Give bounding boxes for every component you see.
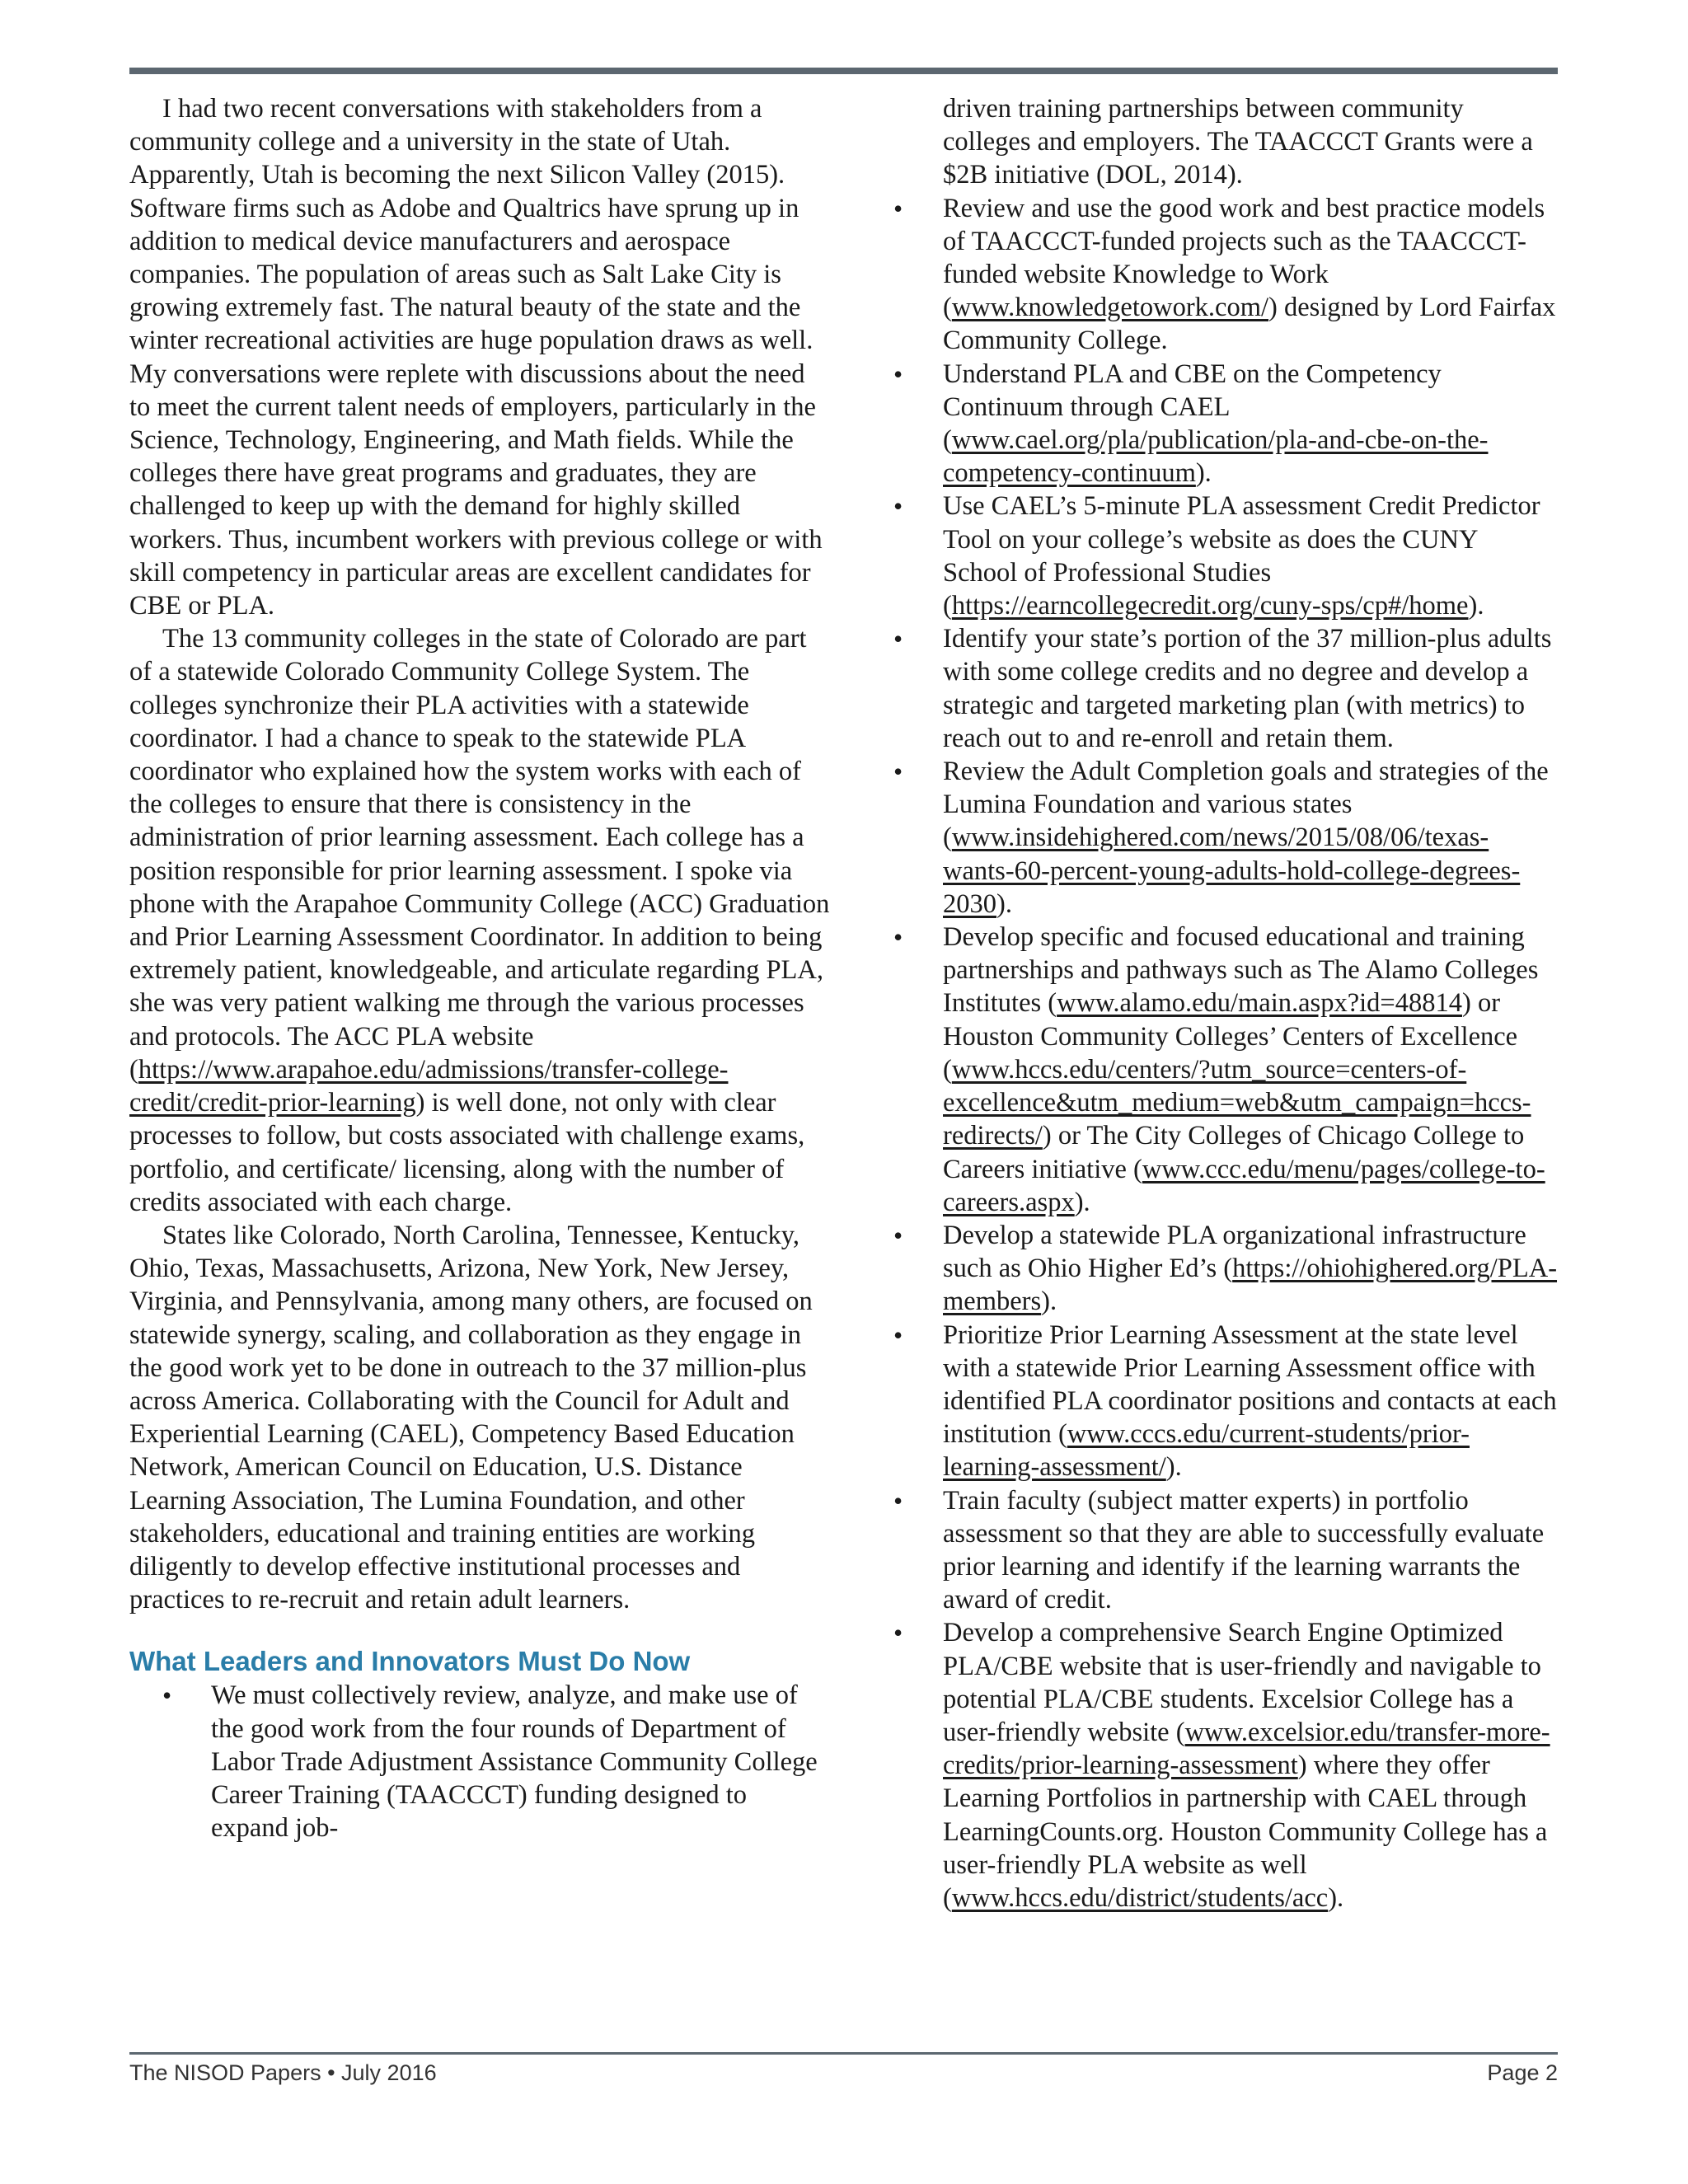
list-item: • Use CAEL’s 5-minute PLA assessment Credit Predictor Tool on your college’s website as does the CUNY School of Professional Studies (https://earncollegecredit.org/cuny-sps/cp#/home). <box>893 490 1558 622</box>
paragraph-utah: I had two recent conversations with stakeholders from a community college and a university in the state of Utah. Apparently, Utah is becoming the next Silicon Valley (2015). Software firms such as Adobe and Qualtrics have sprung up in addition to medical device manufacturers and aerospace companies. The population of areas such as Salt Lake City is growing extremely fast. The natural beauty of the state and the winter recreational activities are huge population draws as well. My conversations were replete with discussions about the need to meet the current talent needs of employers, particularly in the Science, Technology, Engineering, and Math fields. While the colleges there have great programs and graduates, they are challenged to keep up with the demand for highly skilled workers. Thus, incumbent workers with previous college or with skill competency in particular areas are excellent candidates for CBE or PLA. <box>129 94 823 621</box>
ohiohighered-link[interactable]: https://ohiohighered.org/PLA-members <box>943 1254 1558 1317</box>
list-item: • Understand PLA and CBE on the Competency Continuum through CAEL (www.cael.org/pla/publication/pla-and-cbe-on-the-competency-continuum). <box>893 358 1558 490</box>
footer-publication: The NISOD Papers • July 2016 <box>129 2060 437 2085</box>
ccc-link[interactable]: www.ccc.edu/menu/pages/college-to-careers.aspx <box>943 1154 1545 1217</box>
right-column <box>893 92 1558 1915</box>
list-item: • Prioritize Prior Learning Assessment at the state level with a statewide Prior Learning Assessment office with identified PLA coordinator positions and contacts at each institution (www.cccs.edu/current-students/prior-learning-assessment/). <box>893 1319 1558 1484</box>
list-item: • Train faculty (subject matter experts) in portfolio assessment so that they are able to successfully evaluate prior learning and identify if the learning warrants the award of credit. <box>893 1484 1558 1617</box>
cccs-link[interactable]: www.cccs.edu/current-students/prior-learning-assessment/ <box>943 1419 1470 1483</box>
list-item: • Review the Adult Completion goals and strategies of the Lumina Foundation and various states (www.insidehighered.com/news/2015/08/06/texas-wants-60-percent-young-adults-hold-college-degrees-2030). <box>893 755 1558 921</box>
insidehighered-link[interactable]: www.insidehighered.com/news/2015/08/06/texas-wants-60-percent-young-adults-hold-college-degrees-2030 <box>943 823 1521 919</box>
list-item: • We must collectively review, analyze, and make use of the good work from the four rounds of Department of Labor Trade Adjustment Assistance Community College Career Training (TAACCCT) funding designed to expand job- <box>129 1679 830 1844</box>
paragraph-states: States like Colorado, North Carolina, Tennessee, Kentucky, Ohio, Texas, Massachusetts, Arizona, New York, New Jersey, Virginia, and Pennsylvania, among many others, are focused on statewide synergy, scaling, and collaboration as they engage in the good work yet to be done in outreach to the 37 million-plus across America. Collaborating with the Council for Adult and Experiential Learning (CAEL), Competency Based Education Network, American Council on Education, U.S. Distance Learning Association, The Lumina Foundation, and other stakeholders, educational and training entities are working diligently to develop effective institutional processes and practices to re-recruit and retain adult learners. <box>129 1220 813 1615</box>
left-column <box>129 92 830 1844</box>
list-item: • Develop a statewide PLA organizational infrastructure such as Ohio Higher Ed’s (https://ohiohighered.org/PLA-members). <box>893 1219 1558 1319</box>
top-rule <box>129 68 1558 74</box>
paragraph-colorado-tail: ) is well done, not only with clear processes to follow, but costs associated with challenge exams, portfolio, and certificate/ licensing, along with the number of credits associated with each charge. <box>129 1088 805 1217</box>
list-item: • Develop specific and focused educational and training partnerships and pathways such as The Alamo Colleges Institutes (www.alamo.edu/main.aspx?id=48814) or Houston Community Colleges’ Centers of Excellence (www.hccs.edu/centers/?utm_source=centers-of-excellence&utm_medium=web&utm_campaign=hccs-redirects/) or The City Colleges of Chicago College to Careers initiative (www.ccc.edu/menu/pages/college-to-careers.aspx). <box>893 921 1558 1219</box>
list-item: • Develop a comprehensive Search Engine Optimized PLA/CBE website that is user-friendly and navigable to potential PLA/CBE students. Excelsior College has a user-friendly website (www.excelsior.edu/transfer-more-credits/prior-learning-assessment) where they offer Learning Portfolios in partnership with CAEL through LearningCounts.org. Houston Community College has a user-friendly PLA website as well (www.hccs.edu/district/students/acc). <box>893 1616 1558 1915</box>
section-heading: What Leaders and Innovators Must Do Now <box>129 1646 691 1677</box>
list-item: • Identify your state’s portion of the 37 million-plus adults with some college credits and no degree and develop a strategic and targeted marketing plan (with metrics) to reach out to and re-enroll and retain them. <box>893 622 1558 755</box>
list-item: • Review and use the good work and best practice models of TAACCCT-funded projects such as the TAACCCT-funded website Knowledge to Work (www.knowledgetowork.com/) designed by Lord Fairfax Community College. <box>893 192 1558 358</box>
footer-page-number: Page 2 <box>1487 2060 1558 2085</box>
hccs-centers-link[interactable]: www.hccs.edu/centers/?utm_source=centers-of-excellence&utm_medium=web&utm_campaign=hccs-redirects/ <box>943 1054 1531 1151</box>
alamo-link[interactable]: www.alamo.edu/main.aspx?id=48814 <box>1057 988 1462 1019</box>
excelsior-link[interactable]: www.excelsior.edu/transfer-more-credits/prior-learning-assessment <box>943 1717 1550 1781</box>
paragraph-colorado <box>129 622 830 1219</box>
cael-link[interactable]: www.cael.org/pla/publication/pla-and-cbe-on-the-competency-continuum <box>943 425 1489 489</box>
bullet-continuation: driven training partnerships between community colleges and employers. The TAACCCT Grants were a $2B initiative (DOL, 2014). <box>943 94 1533 190</box>
acc-pla-link[interactable]: https://www.arapahoe.edu/admissions/transfer-college-credit/credit-prior-learning <box>129 1054 729 1118</box>
paragraph-colorado-text: The 13 community colleges in the state of Colorado are part of a statewide Colorado Community College System. The colleges synchronize their PLA activities with a statewide coordinator. I had a chance to speak to the statewide PLA coordinator who explained how the system works with each of the colleges to ensure that there is consistency in the administration of prior learning assessment. Each college has a position responsible for prior learning assessment. I spoke via phone with the Arapahoe Community College (ACC) Graduation and Prior Learning Assessment Coordinator. In addition to being extremely patient, knowledgeable, and articulate regarding PLA, she was very patient walking me through the various processes and protocols. The ACC PLA website ( <box>129 624 830 1085</box>
bottom-rule <box>129 2052 1558 2055</box>
earncollegecredit-link[interactable]: https://earncollegecredit.org/cuny-sps/cp#/home <box>951 591 1469 621</box>
hccs-acc-link[interactable]: www.hccs.edu/district/students/acc <box>951 1882 1329 1913</box>
knowledgetowork-link[interactable]: www.knowledgetowork.com/ <box>951 293 1269 323</box>
right-bullet-list <box>893 192 1558 1915</box>
left-bullet-list <box>129 1679 830 1844</box>
